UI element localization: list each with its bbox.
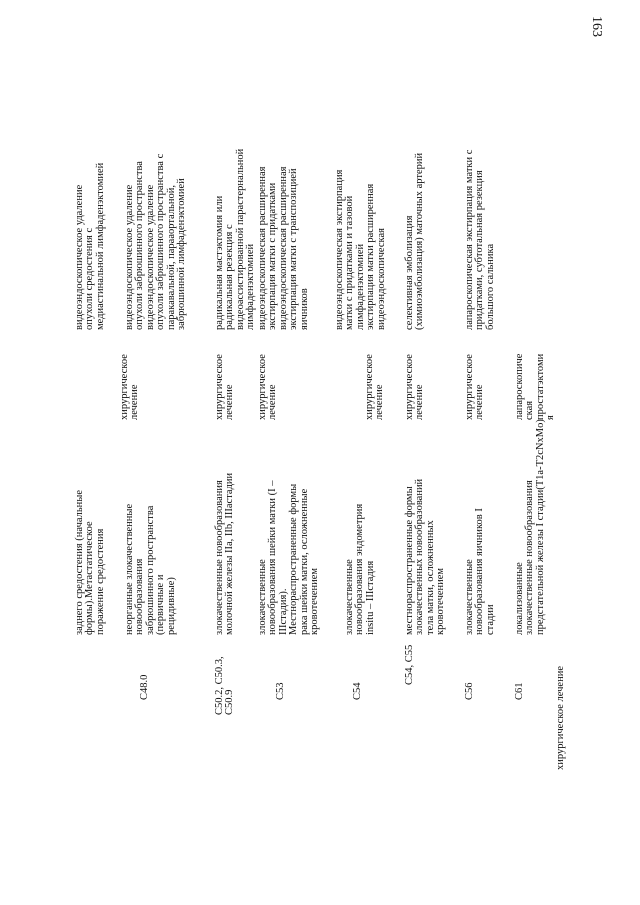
- row-code: C61: [514, 682, 525, 700]
- diagnosis-line: неорганные злокачественные: [124, 503, 135, 635]
- diagnosis-line: рецидивные): [165, 577, 177, 635]
- side-label: хирургическое лечение: [555, 666, 566, 770]
- row-diagnosis: [125, 430, 177, 635]
- row-code: C54, C55: [404, 644, 415, 685]
- diagnosis-line: злокачественные: [257, 559, 268, 635]
- diagnosis-line: злокачественные новообразования: [214, 480, 225, 635]
- row-diagnosis: [405, 430, 447, 635]
- method-line: опухоли средостения с: [84, 227, 96, 330]
- method-line: селективная эмболизация: [404, 215, 415, 330]
- row-code: C48.0: [139, 674, 150, 700]
- row-methods: [405, 132, 426, 330]
- row-treatment: [405, 342, 426, 420]
- method-line: лимфаденэктомией: [245, 243, 257, 330]
- row-code: C53: [275, 682, 286, 700]
- row-diagnosis: [258, 430, 320, 635]
- row-diagnosis: [514, 419, 546, 635]
- method-line: радикальная мастэктомия или: [214, 195, 225, 330]
- diagnosis-line: формы).Метастатическое: [84, 521, 96, 635]
- diagnosis-line: злокачественных новообразований: [414, 478, 426, 635]
- treatment-line: лечение: [224, 384, 236, 420]
- method-line: видеоэндоскопическая: [375, 228, 387, 330]
- treatment-line: лечение: [474, 384, 486, 420]
- diagnosis-line: стадии: [484, 604, 496, 635]
- method-line: видеоэндоскопическая экстирпация: [334, 169, 345, 330]
- treatment-line: ская: [524, 400, 536, 420]
- row-methods: [465, 132, 496, 330]
- diagnosis-line: insitu – IIIстадия: [364, 560, 376, 635]
- diagnosis-line: IIIстадия).: [277, 588, 289, 635]
- diagnosis-line: поражение средостения: [94, 528, 106, 635]
- treatment-line: хирургическое: [257, 354, 268, 420]
- diagnosis-line: злокачественные: [464, 559, 475, 635]
- treatment-line: хирургическое: [364, 354, 375, 420]
- method-line: экстирпация матки с придатками: [267, 182, 279, 330]
- row-diagnosis: [75, 430, 106, 635]
- treatment-line: лапароскопиче: [514, 353, 525, 420]
- method-line: медиастинальной лимфаденэктомией: [94, 162, 106, 330]
- diagnosis-line: молочной железы IIa, IIb, IIIастадии: [224, 472, 236, 635]
- treatment-line: простатэктоми: [534, 353, 546, 420]
- diagnosis-line: предстательной железы I стадии(T1a-T2cNxMo): [534, 419, 546, 635]
- diagnosis-line: забрюшинного пространства: [144, 505, 156, 635]
- diagnosis-line: новообразования яичников I: [474, 508, 486, 635]
- treatment-line: лечение: [129, 384, 141, 420]
- row-methods: [125, 132, 187, 330]
- diagnosis-line: тела матки, осложненных: [424, 520, 436, 635]
- method-line: видеоэндоскопическое удаление: [74, 184, 85, 330]
- method-line: забрюшинной лимфаденэктомией: [176, 178, 188, 330]
- method-line: видеоэндоскопическое удаление: [144, 184, 156, 330]
- row-code: C56: [464, 682, 475, 700]
- diagnosis-line: новообразования: [134, 558, 146, 635]
- method-line: яичников: [298, 288, 310, 330]
- method-line: видеоэндоскопическое удаление: [124, 184, 135, 330]
- method-line: экстирпация матки с транспозицией: [288, 168, 300, 330]
- row-treatment: [365, 342, 386, 420]
- method-line: экстирпация матки расширенная: [365, 183, 377, 330]
- diagnosis-line: кровотечением: [435, 567, 447, 635]
- row-methods: [75, 132, 106, 330]
- treatment-line: лечение: [414, 384, 426, 420]
- diagnosis-line: новообразования эндометрия: [354, 503, 366, 635]
- method-line: видеоэндоскопическая расширенная: [257, 166, 268, 330]
- method-line: придатками, субтотальная резекция: [474, 170, 486, 330]
- row-methods: [215, 132, 257, 330]
- treatment-line: хирургическое: [404, 354, 415, 420]
- method-line: опухоли забрюшинного пространства с: [155, 153, 167, 330]
- diagnosis-line: Местнораспространенные формы: [288, 483, 300, 635]
- row-treatment: [515, 342, 557, 420]
- diagnosis-line: заднего средостения (начальные: [74, 490, 85, 635]
- treatment-line: я: [545, 415, 557, 420]
- method-line: паракавальной, парааортальной,: [165, 185, 177, 330]
- diagnosis-line: локализованные: [514, 562, 525, 635]
- method-line: видеоэндоскопическая расширенная: [277, 166, 289, 330]
- method-line: большого сальника: [484, 243, 496, 330]
- row-methods: [335, 132, 387, 330]
- row-diagnosis: [215, 430, 236, 635]
- row-diagnosis: [345, 430, 376, 635]
- method-line: видеоассистированной парастернальной: [234, 148, 246, 330]
- row-treatment: [120, 342, 141, 420]
- row-code: C50.2, C50.3, C50.9: [214, 656, 236, 715]
- method-line: лимфаденэктомией: [354, 243, 366, 330]
- method-line: опухоли забрюшинного пространства: [134, 161, 146, 330]
- diagnosis-line: кровотечением: [309, 567, 321, 635]
- page-number: 163: [589, 16, 604, 37]
- diagnosis-line: рака шейки матки, осложненные: [298, 488, 310, 635]
- diagnosis-line: местнораспространенные формы: [404, 486, 415, 635]
- method-line: лапароскопическая экстирпация матки с: [464, 149, 475, 330]
- treatment-line: хирургическое: [464, 354, 475, 420]
- method-line: матки с придатками и тазовой: [344, 195, 356, 330]
- row-treatment: [258, 342, 279, 420]
- diagnosis-line: новообразования шейки матки (I –: [267, 480, 279, 635]
- row-diagnosis: [465, 430, 496, 635]
- method-line: (химиоэмболизация) маточных артерий: [414, 152, 426, 330]
- treatment-line: хирургическое: [214, 354, 225, 420]
- treatment-line: лечение: [374, 384, 386, 420]
- row-treatment: [465, 342, 486, 420]
- diagnosis-line: (первичные и: [155, 574, 167, 635]
- row-treatment: [215, 342, 236, 420]
- treatment-line: лечение: [267, 384, 279, 420]
- diagnosis-line: злокачественные: [344, 559, 355, 635]
- treatment-line: хирургическое: [119, 354, 130, 420]
- method-line: радикальная резекция с: [224, 224, 236, 330]
- row-code: C54: [352, 682, 363, 700]
- diagnosis-line: злокачественные новообразования: [524, 480, 536, 635]
- row-methods: [258, 132, 310, 330]
